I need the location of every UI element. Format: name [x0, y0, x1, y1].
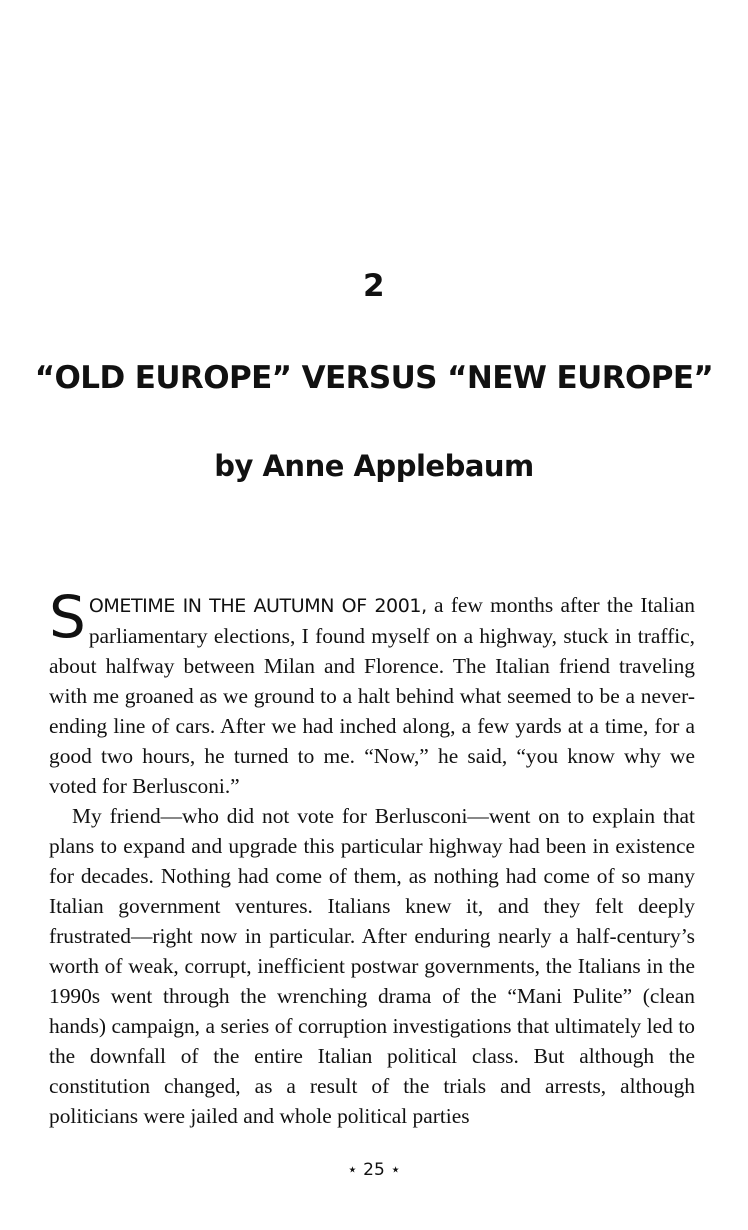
paragraph-2: My friend—who did not vote for Berlusconi—went on to explain that plans to expand and upgrade this particular highway had been in existence for decades. Nothing had come of them, as nothing had come of so many Italian government ventures. Italians knew it, and they felt deeply frustrated—right now in particular. After enduring nearly a half-century’s worth of weak, corrupt, inefficient postwar governments, the Italians in the 1990s went through the wrenching drama of the “Mani Pulite” (clean hands) campaign, a series of corruption investigations that ultimately led to the downfall of the entire Italian political class. But although the constitution changed, as a result of the trials and arrests, although politicians were jailed and whole political parties	[49, 804, 695, 1128]
chapter-number: 2	[362, 268, 386, 304]
drop-cap: S	[49, 583, 86, 651]
lead-in-text: OMETIME IN THE AUTUMN OF 2001,	[88, 595, 427, 617]
body-text	[49, 583, 695, 1131]
page-number: ⋆ 25 ⋆	[347, 1160, 401, 1180]
paragraph-1-text: a few months after the Italian parliamentary elections, I found myself on a highway, stuck in traffic, about halfway between Milan and Florence. The Italian friend traveling with me groaned as we ground to a halt behind what seemed to be a never-ending line of cars. After we had inched along, a few yards at a time, for a good two hours, he turned to me. “Now,” he said, “you know why we voted for Berlusconi.”	[49, 593, 695, 798]
author-byline: by Anne Applebaum	[214, 449, 534, 483]
paragraph-1	[49, 583, 695, 801]
chapter-title: “OLD EUROPE” VERSUS “NEW EUROPE”	[34, 360, 714, 396]
